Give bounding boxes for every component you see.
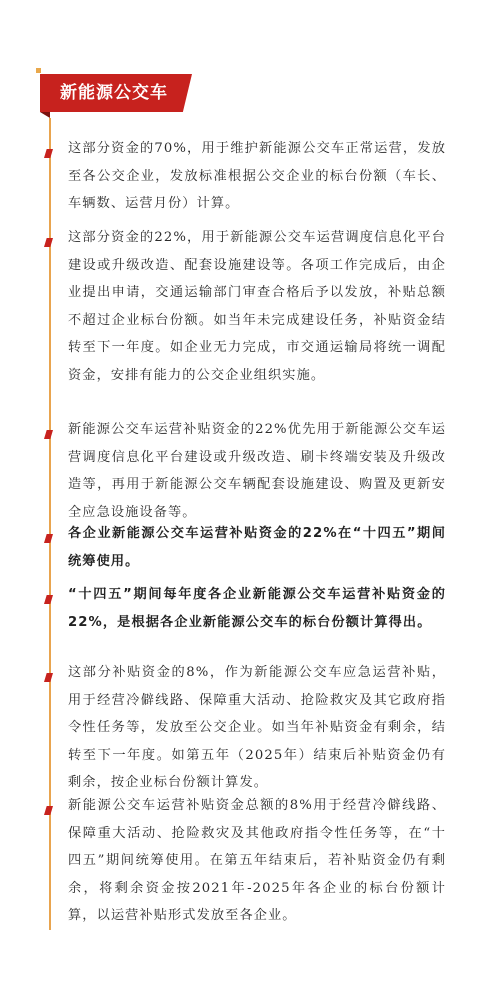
- bullet-marker: [44, 238, 53, 247]
- bullet-marker: [44, 430, 53, 439]
- entry-6: 这部分补贴资金的8%，作为新能源公交车应急运营补贴，用于经营冷僻线路、保障重大活动、抢险救灾及其它政府指令性任务等，发放至公交企业。如当年补贴资金有剩余，结转至下一年度。如第五年（2025年）结束后补贴资金仍有剩余，按企业标台份额计算发。: [68, 665, 446, 790]
- page-title: 新能源公交车: [60, 83, 168, 103]
- corner-accent: [36, 68, 41, 73]
- bullet-marker: [44, 673, 53, 682]
- bullet-marker: [44, 149, 53, 158]
- entry-5: “十四五”期间每年度各企业新能源公交车运营补贴资金的22%，是根据各企业新能源公交车的标台份额计算得出。: [68, 587, 446, 630]
- entry-3: 新能源公交车运营补贴资金的22%优先用于新能源公交车运营调度信息化平台建设或升级改造、刷卡终端安装及升级改造等，再用于新能源公交车辆配套设施建设、购置及更新安全应急设施设备等。: [68, 422, 446, 520]
- entry-2: 这部分资金的22%，用于新能源公交车运营调度信息化平台建设或升级改造、配套设施建设等。各项工作完成后，由企业提出申请，交通运输部门审查合格后予以发放，补贴总额不超过企业标台份额。如当年未完成建设任务，补贴资金结转至下一年度。如企业无力完成，市交通运输局将统一调配资金，安排有能力的公交企业组织实施。: [68, 230, 446, 383]
- entry-4: 各企业新能源公交车运营补贴资金的22%在“十四五”期间统筹使用。: [68, 526, 446, 569]
- bullet-marker: [44, 806, 53, 815]
- entry-7: 新能源公交车运营补贴资金总额的8%用于经营冷僻线路、保障重大活动、抢险救灾及其他政府指令性任务等，在“十四五”期间统筹使用。在第五年结束后，若补贴资金仍有剩余，将剩余资金按2021年-2025年各企业的标台份额计算，以运营补贴形式发放至各企业。: [68, 798, 446, 923]
- entry-1: 这部分资金的70%，用于维护新能源公交车正常运营，发放至各公交企业，发放标准根据公交企业的标台份额（车长、车辆数、运营月份）计算。: [68, 141, 446, 211]
- bullet-marker: [44, 534, 53, 543]
- bullet-marker: [44, 595, 53, 604]
